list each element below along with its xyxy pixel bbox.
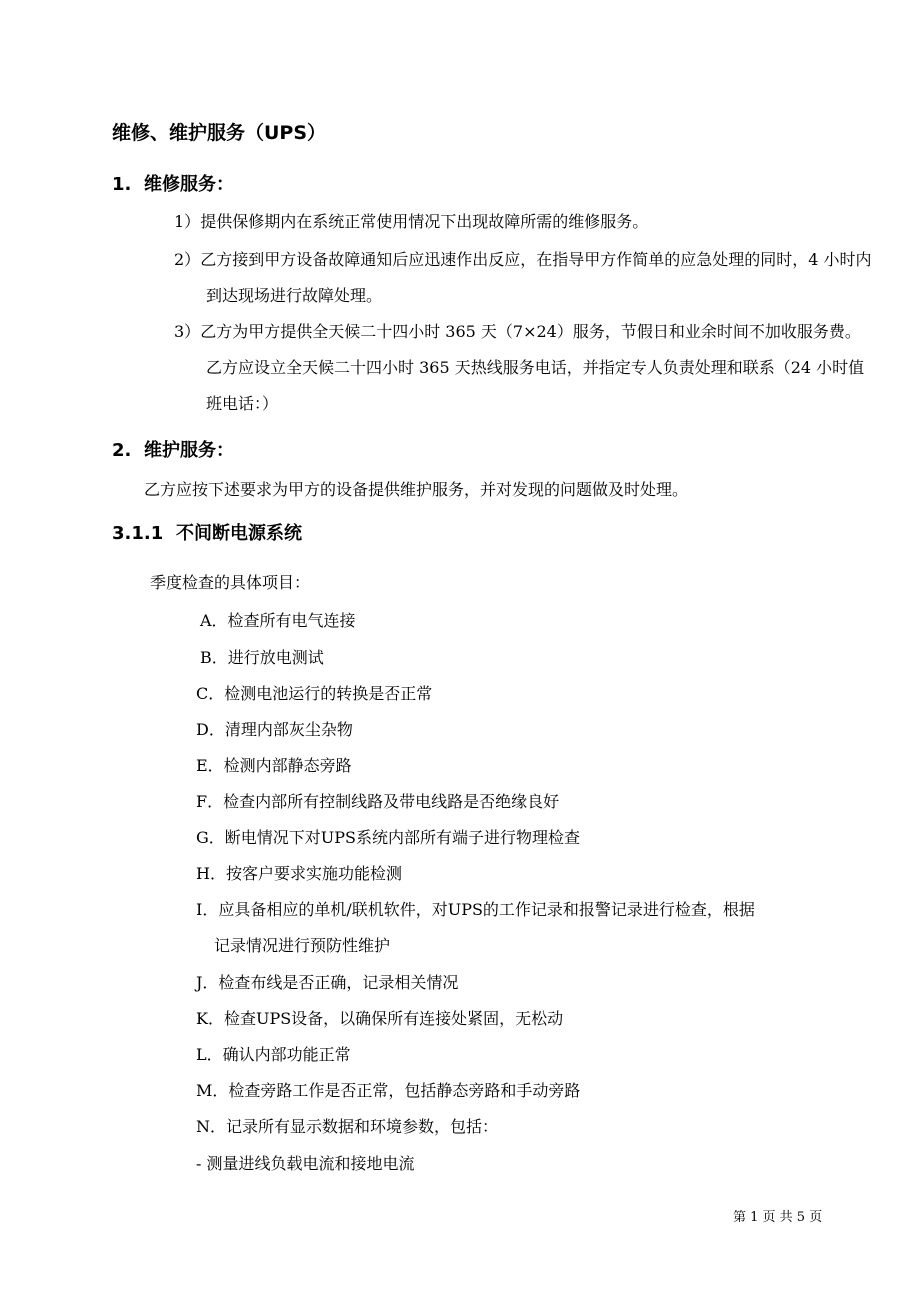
section-3-number: 3.1.1 <box>112 523 164 544</box>
check-item: L．确认内部功能正常 <box>196 1045 351 1064</box>
section-1-heading <box>112 170 234 196</box>
item-number: 1） <box>174 212 201 231</box>
check-item: I．应具备相应的单机/联机软件，对UPS的工作记录和报警记录进行检查，根据 <box>196 900 755 919</box>
section-3-intro: 季度检查的具体项目： <box>150 573 311 592</box>
section-2-intro: 乙方应按下述要求为甲方的设备提供维护服务，并对发现的问题做及时处理。 <box>144 480 689 499</box>
check-item-continuation: 记录情况进行预防性维护 <box>214 936 391 955</box>
page-footer: 第 1 页 共 5 页 <box>733 1210 823 1225</box>
page-title: 维修、维护服务（UPS） <box>112 122 327 144</box>
section-2-title: 维护服务： <box>144 440 234 461</box>
check-item: N．记录所有显示数据和环境参数，包括： <box>196 1117 499 1136</box>
section-3-heading <box>112 519 302 545</box>
check-item: B．进行放电测试 <box>200 648 324 667</box>
section-1-item-2 <box>174 242 872 314</box>
section-1-title: 维修服务： <box>144 174 234 195</box>
check-item: F．检查内部所有控制线路及带电线路是否绝缘良好 <box>196 792 560 811</box>
check-sub-item: - 测量进线负载电流和接地电流 <box>196 1154 415 1173</box>
check-item: H．按客户要求实施功能检测 <box>196 864 402 883</box>
section-1-item-1 <box>174 204 648 240</box>
check-item: E．检测内部静态旁路 <box>196 756 352 775</box>
check-item: C．检测电池运行的转换是否正常 <box>196 684 433 703</box>
check-item: J．检查布线是否正确，记录相关情况 <box>196 973 459 992</box>
section-1-item-3 <box>174 314 872 422</box>
check-item: K．检查UPS设备，以确保所有连接处紧固，无松动 <box>196 1009 564 1028</box>
section-1-number: 1. <box>112 174 132 195</box>
item-text: 乙方为甲方提供全天候二十四小时 365 天（7×24）服务，节假日和业余时间不加收服务费。乙方应设立全天候二十四小时 365 天热线服务电话，并指定专人负责处理和联系（24 小时值班电话：） <box>200 322 865 413</box>
check-item: G．断电情况下对UPS系统内部所有端子进行物理检查 <box>196 828 580 847</box>
item-number: 3） <box>174 322 201 341</box>
check-item: D．清理内部灰尘杂物 <box>196 720 353 739</box>
check-item: A．检查所有电气连接 <box>200 611 356 630</box>
section-2-heading <box>112 436 234 462</box>
item-text: 乙方接到甲方设备故障通知后应迅速作出反应，在指导甲方作简单的应急处理的同时，4 小时内到达现场进行故障处理。 <box>200 250 872 305</box>
check-item: M．检查旁路工作是否正常，包括静态旁路和手动旁路 <box>196 1081 581 1100</box>
item-number: 2） <box>174 250 201 269</box>
item-text: 提供保修期内在系统正常使用情况下出现故障所需的维修服务。 <box>200 212 649 231</box>
section-2-number: 2. <box>112 440 132 461</box>
section-3-title: 不间断电源系统 <box>176 523 302 544</box>
